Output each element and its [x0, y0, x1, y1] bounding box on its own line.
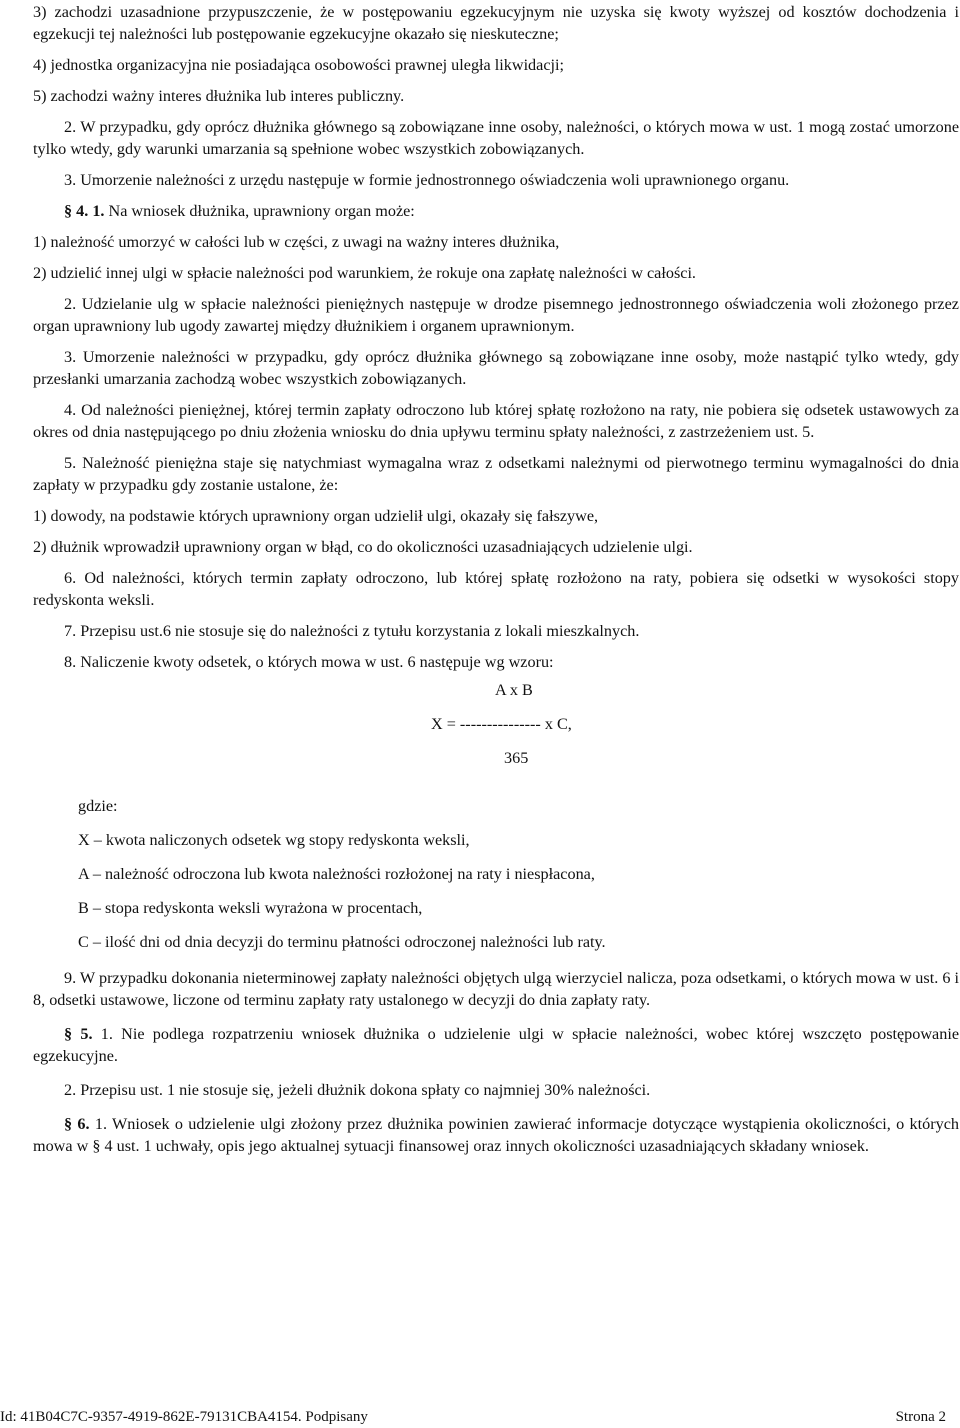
paragraph-s4-ust-5: 5. Należność pieniężna staje się natychmiast wymagalna wraz z odsetkami należnymi od pierwotnego terminu wymagalności do dnia zapłaty w przypadku gdy zostanie ustalone, że:: [33, 454, 959, 494]
section-4-number: § 4. 1.: [64, 202, 105, 220]
paragraph-point-2: 2) udzielić innej ulgi w spłacie należności pod warunkiem, że rokuje ona zapłatę należności w całości.: [33, 264, 696, 282]
paragraph-ust-2: 2. W przypadku, gdy oprócz dłużnika głównego są zobowiązane inne osoby, należności, o których mowa w ust. 1 mogą zostać umorzone tylko wtedy, gdy warunki umarzania są spełnione wobec wszystkich zobowiązanych.: [33, 118, 959, 158]
paragraph-point-1: 1) należność umorzyć w całości lub w części, z uwagi na ważny interes dłużnika,: [33, 233, 560, 251]
section-5-number: § 5.: [64, 1025, 93, 1043]
paragraph-item-4: 4) jednostka organizacyjna nie posiadająca osobowości prawnej uległa likwidacji;: [33, 56, 565, 74]
paragraph-s4-point-1: 1) dowody, na podstawie których uprawniony organ udzielił ulgi, okazały się fałszywe,: [33, 507, 599, 525]
legend-b: B – stopa redyskonta weksli wyrażona w procentach,: [78, 899, 423, 917]
formula-numerator: A x B: [495, 681, 533, 699]
paragraph-item-3: 3) zachodzi uzasadnione przypuszczenie, że w postępowaniu egzekucyjnym nie uzyska się kwoty wyższej od kosztów dochodzenia i egzekucji tej należności lub postępowanie egzekucyjne okazało się nieskuteczne;: [33, 3, 959, 43]
legend-a: A – należność odroczona lub kwota należności rozłożonej na raty i niespłacona,: [78, 865, 595, 883]
paragraph-item-5: 5) zachodzi ważny interes dłużnika lub interes publiczny.: [33, 87, 405, 105]
paragraph-s5-ust-2: 2. Przepisu ust. 1 nie stosuje się, jeżeli dłużnik dokona spłaty co najmniej 30% należności.: [64, 1081, 651, 1099]
paragraph-s4-ust-4: 4. Od należności pieniężnej, której termin zapłaty odroczono lub której spłatę rozłożono na raty, nie pobiera się odsetek ustawowych za okres od dnia następującego po dniu złożenia wniosku do dnia upływu terminu spłaty należności, z zastrzeżeniem ust. 5.: [33, 401, 959, 441]
paragraph-s4-ust-9: 9. W przypadku dokonania nieterminowej zapłaty należności objętych ulgą wierzyciel nalicza, poza odsetkami, o których mowa w ust. 6 i 8, odsetki ustawowe, liczone od terminu zapłaty raty ustalonego w decyzji do dnia zapłaty raty.: [33, 969, 959, 1009]
section-4-text: Na wniosek dłużnika, uprawniony organ może:: [104, 202, 415, 220]
document-id: Id: 41B04C7C-9357-4919-862E-79131CBA4154. Podpisany: [0, 1409, 368, 1425]
legend-c: C – ilość dni od dnia decyzji do terminu płatności odroczonej należności lub raty.: [78, 933, 606, 951]
legend-x: X – kwota naliczonych odsetek wg stopy redyskonta weksli,: [78, 831, 470, 849]
formula-where-label: gdzie:: [78, 797, 118, 815]
section-6-number: § 6.: [64, 1115, 90, 1133]
paragraph-s4-ust-8: 8. Naliczenie kwoty odsetek, o których mowa w ust. 6 następuje wg wzoru:: [64, 653, 554, 671]
paragraph-s4-ust-7: 7. Przepisu ust.6 nie stosuje się do należności z tytułu korzystania z lokali mieszkalnych.: [64, 622, 640, 640]
page-footer: [0, 1407, 960, 1428]
paragraph-s4-ust-6: 6. Od należności, których termin zapłaty odroczono, lub której spłatę rozłożono na raty, pobiera się odsetki w wysokości stopy redyskonta weksli.: [33, 569, 959, 609]
paragraph-s4-ust-2: 2. Udzielanie ulg w spłacie należności pieniężnych następuje w drodze pisemnego jednostronnego oświadczenia woli złożonego przez organ uprawniony lub ugody zawartej między dłużnikiem i organem uprawnionym.: [33, 295, 959, 335]
document-page: [33, 0, 959, 1157]
section-6-heading: [33, 1113, 959, 1157]
page-number: Strona 2: [895, 1409, 946, 1425]
section-5-text: 1. Nie podlega rozpatrzeniu wniosek dłużnika o udzielenie ulgi w spłacie należności, wobec której wszczęto postępowanie egzekucyjne.: [33, 1025, 960, 1065]
formula-equation: X = --------------- x C,: [431, 715, 572, 733]
section-6-text: 1. Wniosek o udzielenie ulgi złożony przez dłużnika powinien zawierać informacje dotyczące wystąpienia okoliczności, o których mowa w § 4 ust. 1 uchwały, opis jego aktualnej sytuacji finansowej oraz innych okoliczności uzasadniających składany wniosek.: [33, 1115, 959, 1155]
interest-formula: [33, 679, 959, 783]
paragraph-ust-3: 3. Umorzenie należności z urzędu następuje w formie jednostronnego oświadczenia woli uprawnionego organu.: [64, 171, 790, 189]
paragraph-s4-ust-3: 3. Umorzenie należności w przypadku, gdy oprócz dłużnika głównego są zobowiązane inne osoby, może nastąpić tylko wtedy, gdy przesłanki umarzania zachodzą wobec wszystkich zobowiązanych.: [33, 348, 959, 388]
section-5-heading: [33, 1023, 959, 1067]
section-4-heading: [33, 200, 959, 222]
formula-denominator: 365: [504, 749, 529, 767]
paragraph-s4-point-2: 2) dłużnik wprowadził uprawniony organ w błąd, co do okoliczności uzasadniających udzielenie ulgi.: [33, 538, 693, 556]
